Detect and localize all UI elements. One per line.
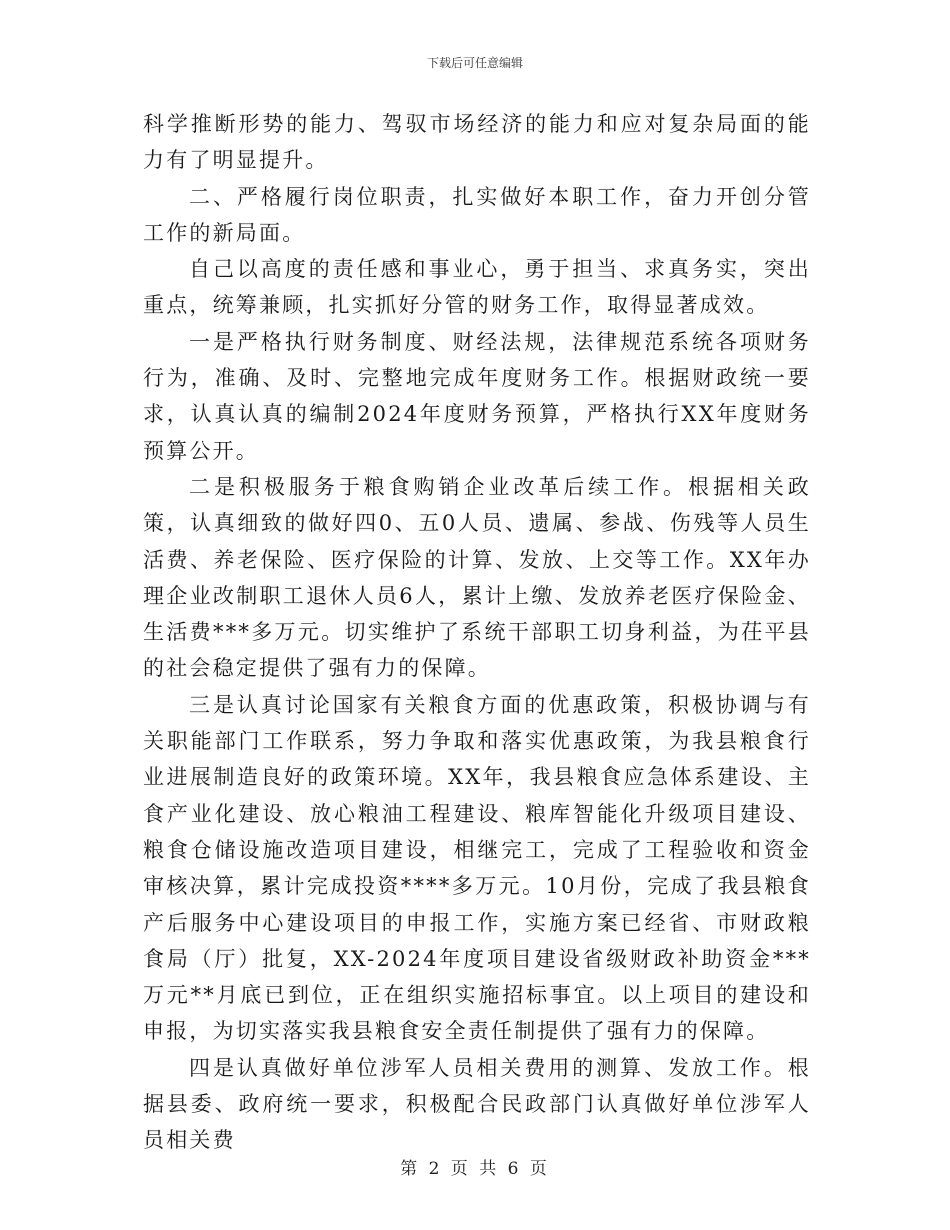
paragraph: 科学推断形势的能力、驾驭市场经济的能力和应对复杂局面的能力有了明显提升。 (143, 112, 811, 173)
section-heading: 二、严格履行岗位职责，扎实做好本职工作，奋力开创分管工作的新局面。 (143, 184, 811, 245)
page-number: 第 2 页 共 6 页 (400, 1159, 550, 1179)
document-body (143, 106, 811, 1159)
paragraph: 四是认真做好单位涉军人员相关费用的测算、发放工作。根据县委、政府统一要求，积极配合民政部门认真做好单位涉军人员相关费 (143, 1055, 811, 1153)
paragraph: 三是认真讨论国家有关粮食方面的优惠政策，积极协调与有关职能部门工作联系，努力争取和落实优惠政策，为我县粮食行业进展制造良好的政策环境。XX年，我县粮食应急体系建设、主食产业化建设、放心粮油工程建设、粮库智能化升级项目建设、粮食仓储设施改造项目建设，相继完工，完成了工程验收和资金审核决算，累计完成投资****多万元。10月份，完成了我县粮食产后服务中心建设项目的申报工作，实施方案已经省、市财政粮食局（厅）批复，XX-2024年度项目建设省级财政补助资金***万元**月底已到位，正在组织实施招标事宜。以上项目的建设和申报，为切实落实我县粮食安全责任制提供了强有力的保障。 (143, 692, 811, 1044)
paragraph: 一是严格执行财务制度、财经法规，法律规范系统各项财务行为，准确、及时、完整地完成年度财务工作。根据财政统一要求，认真认真的编制2024年度财务预算，严格执行XX年度财务预算公开。 (143, 329, 811, 463)
page-header: 下载后可任意编辑 (426, 56, 523, 70)
paragraph: 二是积极服务于粮食购销企业改革后续工作。根据相关政策，认真细致的做好四0、五0人员、遗属、参战、伤残等人员生活费、养老保险、医疗保险的计算、发放、上交等工作。XX年办理企业改制职工退休人员6人，累计上缴、发放养老医疗保险金、生活费***多万元。切实维护了系统干部职工切身利益，为茌平县的社会稳定提供了强有力的保障。 (143, 474, 811, 681)
paragraph: 自己以高度的责任感和事业心，勇于担当、求真务实，突出重点，统筹兼顾，扎实抓好分管的财务工作，取得显著成效。 (143, 257, 811, 318)
